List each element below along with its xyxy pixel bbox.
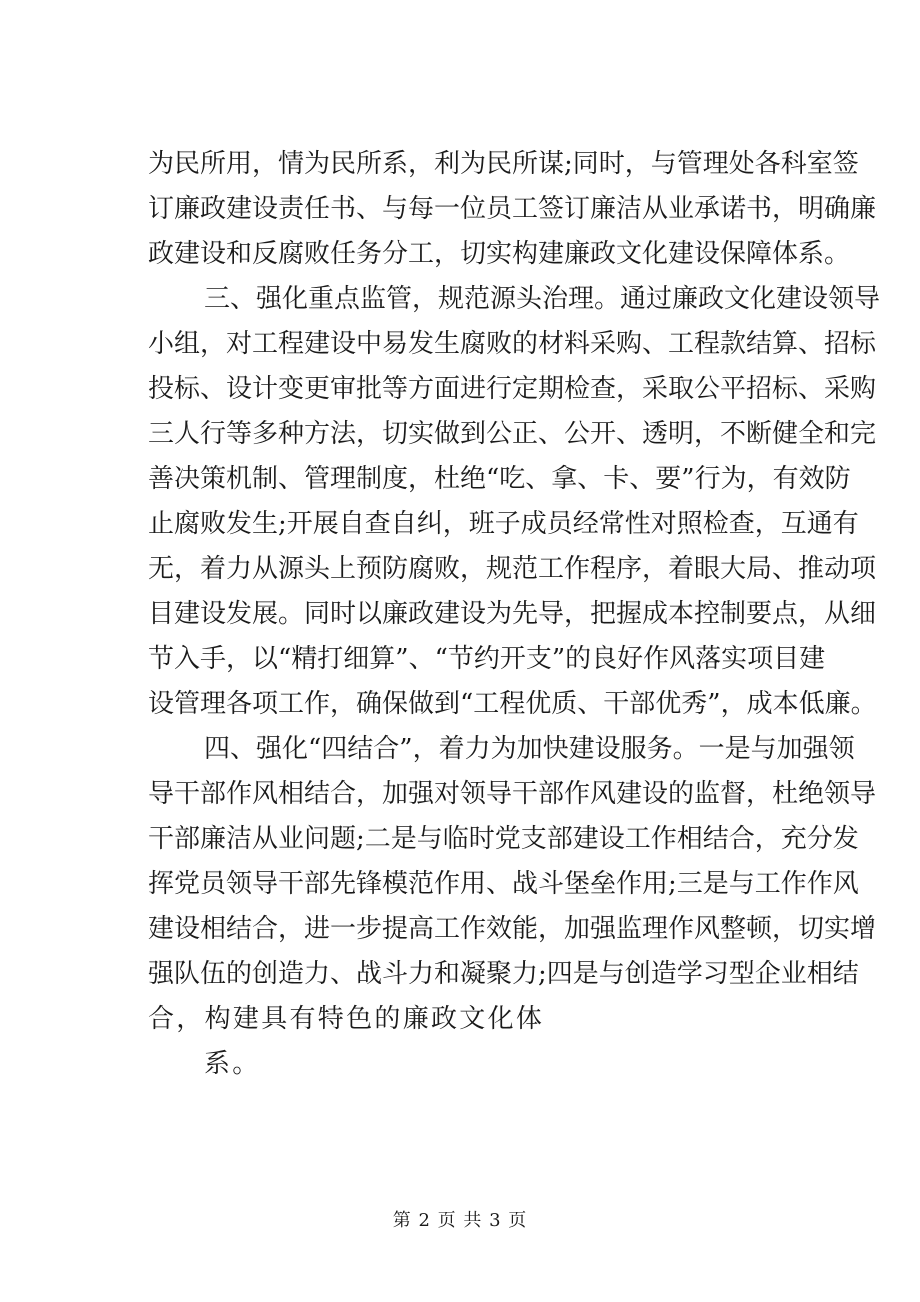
text-line: 四、强化“四结合”，着力为加快建设服务。一是与加强领 bbox=[204, 734, 855, 764]
text-line: 三人行等多种方法，切实做到公正、公开、透明，不断健全和完 bbox=[148, 419, 877, 449]
text-line: 政建设和反腐败任务分工，切实构建廉政文化建设保障体系。 bbox=[148, 239, 851, 269]
text-line: 系。 bbox=[204, 1049, 261, 1079]
text-line: 设管理各项工作，确保做到“工程优质、干部优秀”，成本低廉。 bbox=[148, 689, 877, 719]
text-line: 止腐败发生;开展自查自纠，班子成员经常性对照检查，互通有 bbox=[148, 509, 859, 539]
text-line: 强队伍的创造力、战斗力和凝聚力;四是与创造学习型企业相结 bbox=[148, 959, 859, 989]
text-line: 订廉政建设责任书、与每一位员工签订廉洁从业承诺书，明确廉 bbox=[148, 194, 877, 224]
text-line: 三、强化重点监管，规范源头治理。通过廉政文化建设领导 bbox=[204, 284, 881, 314]
text-line: 节入手，以“精打细算”、“节约开支”的良好作风落实项目建 bbox=[148, 644, 826, 674]
text-line: 导干部作风相结合，加强对领导干部作风建设的监督，杜绝领导 bbox=[148, 779, 877, 809]
text-line: 小组，对工程建设中易发生腐败的材料采购、工程款结算、招标 bbox=[148, 329, 877, 359]
text-line: 无，着力从源头上预防腐败，规范工作程序，着眼大局、推动项 bbox=[148, 554, 877, 584]
text-line: 建设相结合，进一步提高工作效能，加强监理作风整顿，切实增 bbox=[148, 914, 877, 944]
text-line: 合，构建具有特色的廉政文化体 bbox=[148, 1004, 545, 1034]
text-line: 目建设发展。同时以廉政建设为先导，把握成本控制要点，从细 bbox=[148, 599, 877, 629]
text-line: 为民所用，情为民所系，利为民所谋;同时，与管理处各科室签 bbox=[148, 149, 859, 179]
text-line: 干部廉洁从业问题;二是与临时党支部建设工作相结合，充分发 bbox=[148, 824, 859, 854]
text-line: 投标、设计变更审批等方面进行定期检查，采取公平招标、采购 bbox=[148, 374, 877, 404]
text-line: 善决策机制、管理制度，杜绝“吃、拿、卡、要”行为，有效防 bbox=[148, 464, 851, 494]
text-line: 挥党员领导干部先锋模范作用、战斗堡垒作用;三是与工作作风 bbox=[148, 869, 859, 899]
document-body bbox=[148, 142, 881, 1087]
page-number: 第 2 页 共 3 页 bbox=[392, 1210, 528, 1231]
